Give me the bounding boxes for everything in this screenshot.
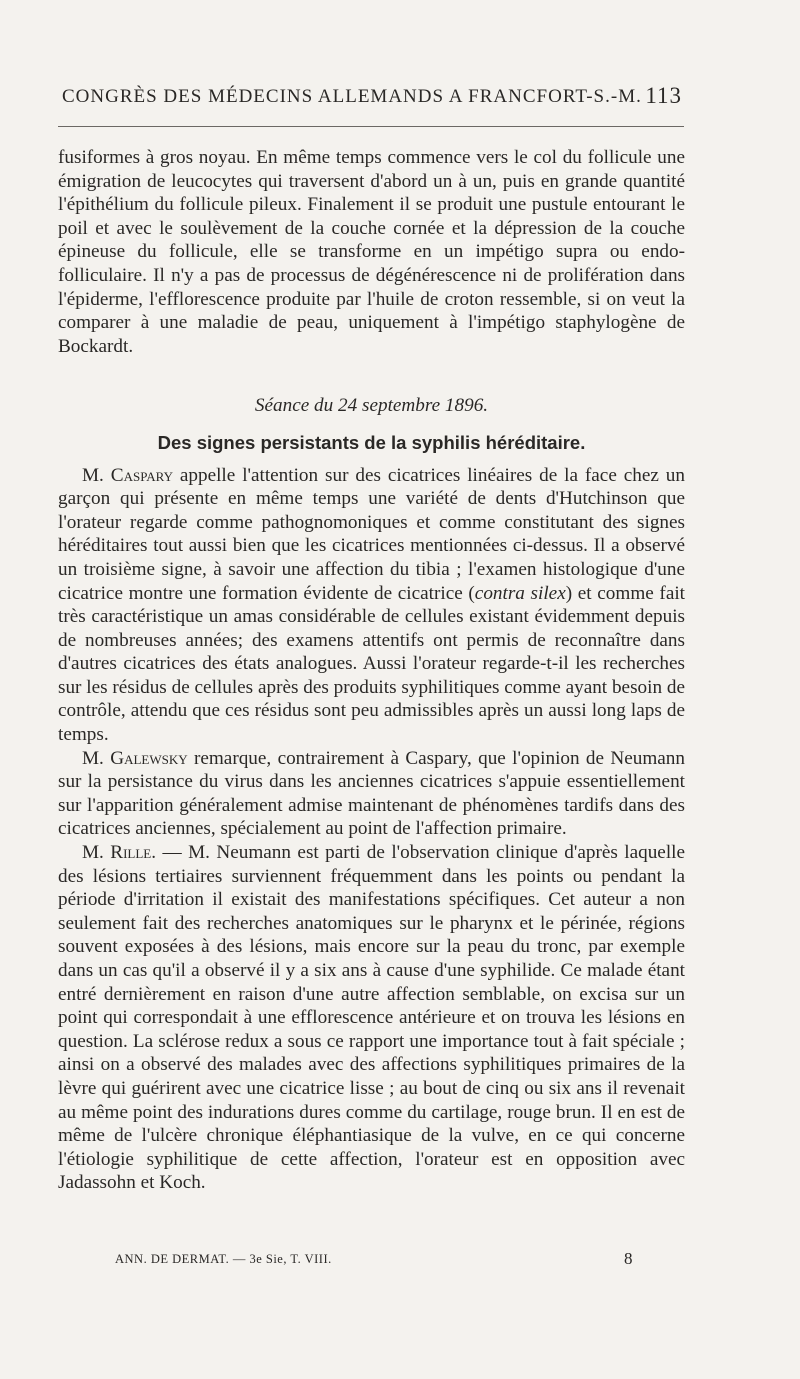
italic-term: contra silex [474, 582, 566, 604]
paragraph-text: appelle l'attention sur des cicatrices linéaires de la face chez un garçon qui présente en même temps une variété de dents d'Hutchinson que l'orateur regarde comme pathognomoniques et comme constitutant des signes héréditaires tout aussi bien que les cicatrices mentionnées ci-dessus. Il a observé un troisième signe, à savoir une affection du tibia ; l'examen histologique d'une cicatrice montre une formation évidente de cicatrice ( [58, 464, 685, 604]
journal-reference: ANN. DE DERMAT. — 3e Sie, T. VIII. [115, 1252, 332, 1266]
page-footer [115, 1249, 633, 1268]
paragraph-rille [58, 841, 685, 1195]
speaker-name: Rille [110, 842, 152, 864]
paragraph-galewsky [58, 747, 685, 841]
paragraph-text: ) et comme fait très caractéristique un amas considérable de cellules existant évidemment depuis de nombreuses années; des examens attentifs ont permis de reconnaître dans d'autres cicatrices des états analogues. Aussi l'orateur regarde-t-il les recherches sur les résidus de cellules après des produits syphilitiques comme ayant besoin de contrôle, attendu que ces résidus sont peu admissibles après un aussi long laps de temps. [58, 582, 685, 746]
speaker-name: Galewsky [110, 747, 188, 769]
session-date: Séance du 24 septembre 1896. [254, 395, 489, 417]
header-rule [58, 126, 684, 127]
page-number: 113 [645, 83, 682, 108]
signature-mark: 8 [624, 1249, 633, 1268]
speaker-prefix: M. [82, 747, 111, 769]
running-title: CONGRÈS DES MÉDECINS ALLEMANDS A FRANCFORT-S.-M. [62, 86, 642, 107]
speaker-prefix: M. [82, 464, 111, 486]
paragraph-text: . — M. Neumann est parti de l'observation clinique d'après laquelle des lésions tertiaires surviennent fréquemment dans les points ou pendant la période d'irritation il existait des manifestations spécifiques. Cet auteur a non seulement fait des recherches anatomiques sur le pharynx et le périnée, régions souvent exposées à des lésions, mais encore sur la peau du tronc, par exemple dans un cas qu'il a observé il y a six ans à cause d'une syphilide. Ce malade étant entré dernièrement en raison d'une autre affection semblable, on excisa sur un point qui correspondait à une efflorescence antérieure et on trouva les lésions en question. La sclérose redux a sous ce rapport une importance tout à fait spéciale ; ainsi on a observé des malades avec des affections syphilitiques primaires de la lèvre qui guérirent avec une cicatrice lisse ; au bout de cinq ou six ans il revenait au même point des indurations dures comme du cartilage, rouge brun. Il en est de même de l'ulcère chronique éléphantiasique de la vulve, en ce qui concerne l'étiologie syphilitique de cette affection, l'orateur est en opposition avec Jadassohn et Koch. [58, 842, 685, 1194]
section-title: Des signes persistants de la syphilis héréditaire. [157, 431, 586, 453]
paragraph-continued: fusiformes à gros noyau. En même temps commence vers le col du follicule une émigration de leucocytes qui traversent d'abord un à un, puis en grande quantité l'épithélium du follicule pileux. Finalement il se produit une pustule entourant le poil et avec le soulèvement de la couche cornée et la dépression de la couche épineuse du follicule, elle se transforme en un impétigo supra ou endo-folliculaire. Il n'y a pas de processus de dégénérescence ni de prolifération dans l'épiderme, l'efflorescence produite par l'huile de croton ressemble, si on veut la comparer à une maladie de peau, uniquement à l'impétigo staphylogène de Bockardt. [58, 147, 685, 357]
speaker-name: Caspary [110, 464, 173, 486]
body-text [58, 146, 685, 1195]
paragraph-caspary [58, 464, 685, 747]
speaker-prefix: M. [82, 842, 111, 864]
paragraph-text: remarque, contrairement à Caspary, que l'opinion de Neumann sur la persistance du virus dans les anciennes cicatrices s'appuie essentiellement sur l'apparition généralement admise maintenant de phénomènes tardifs dans des cicatrices anciennes, spécialement au point de l'affection primaire. [58, 747, 685, 840]
